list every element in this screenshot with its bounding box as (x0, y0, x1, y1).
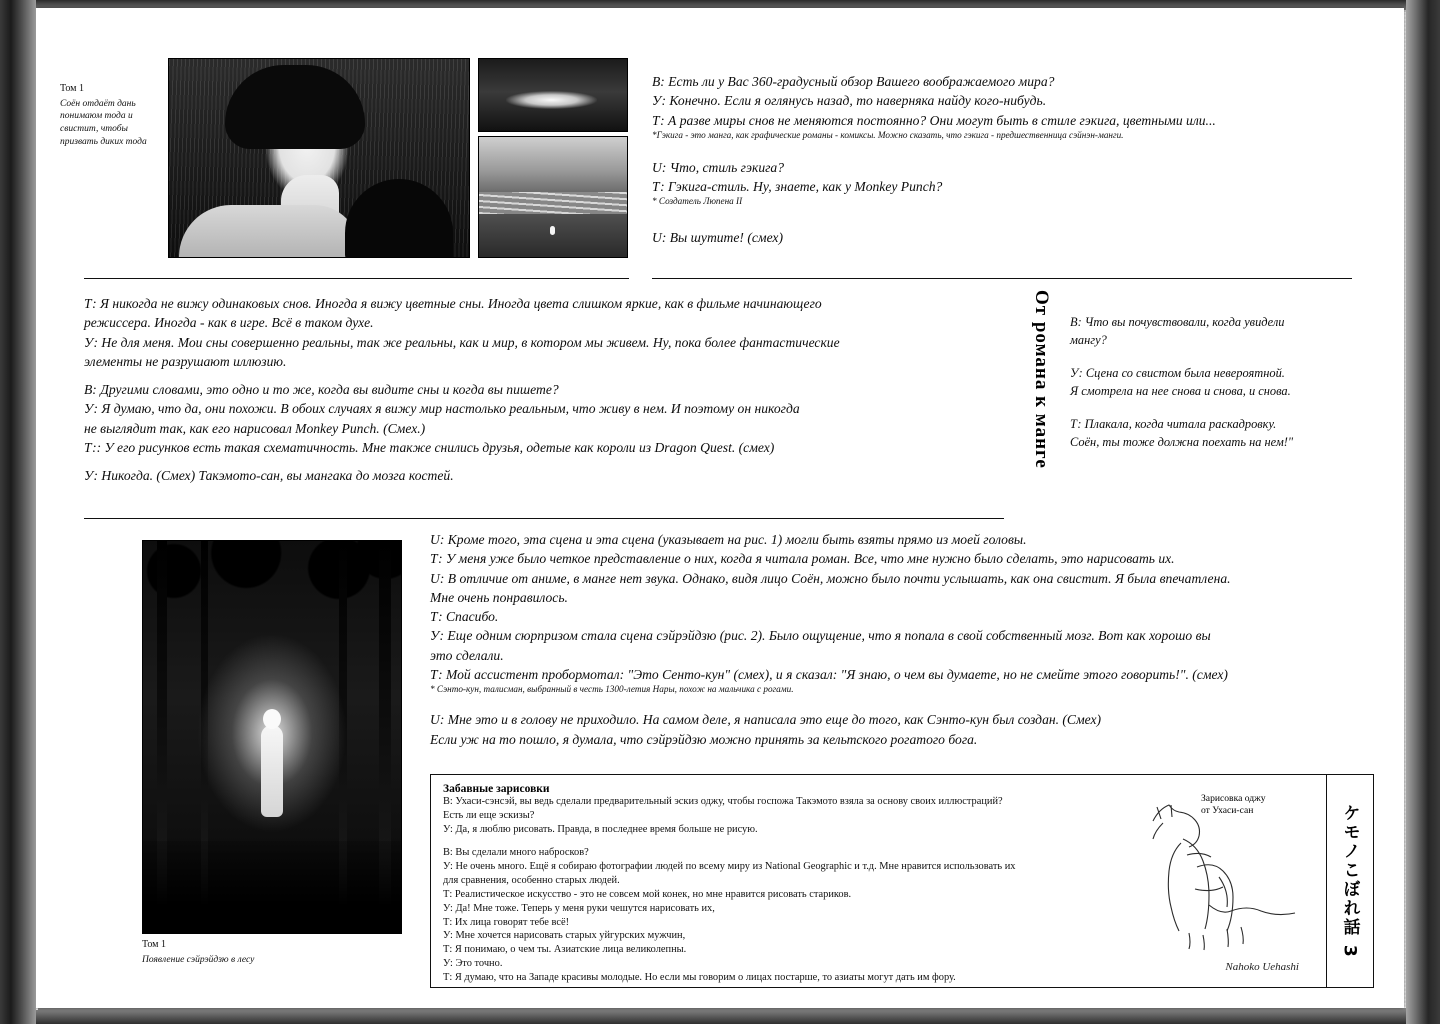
qa-line: Я смотрела на нее снова и снова, и снова. (1070, 383, 1291, 398)
paragraph-3 (84, 466, 1004, 485)
sidebar-box-funny-sketches (430, 774, 1374, 988)
middle-left-text (84, 294, 1004, 495)
lower-middle-text (430, 530, 1375, 749)
box-line: Т: Реалистическое искусство - это не совсем мой конек, но мне нравится рисовать стариков. (443, 888, 852, 900)
forest-spirit-figure (261, 725, 283, 817)
wolf-caption-line: Зарисовка оджу (1201, 793, 1266, 804)
qa-line: У: Я думаю, что да, они похожи. В обоих случаях я вижу мир настолько реальным, что живу в нем. И поэтому он никогда (84, 401, 800, 417)
qa-line: В: Другими словами, это одно и то же, когда вы видите сны и когда вы пишете? (84, 382, 559, 398)
divider-top-left (84, 278, 629, 279)
qa-line: мангу? (1070, 332, 1107, 347)
wolf-caption-line: от Ухаси-сан (1201, 805, 1254, 817)
qa-line: Т: А разве миры снов не меняются постоянно? Они могут быть в стиле гэкига, цветными или... (652, 112, 1216, 128)
book-spine-right (1406, 0, 1440, 1024)
artist-signature: Nahoko Uehashi (1225, 961, 1299, 973)
footnote-lupin: * Создатель Люпена II (652, 196, 743, 207)
chapter-tab-label: ケモノこぼれ話 3 (1339, 803, 1360, 959)
caption-text: Появление сэйрэйдзю в лесу (142, 954, 255, 965)
box-line: В: Вы сделали много набросков? (443, 847, 589, 859)
box-line: У: Мне хочется нарисовать старых уйгурских мужчин, (443, 930, 686, 942)
qa-line: Т: Мой ассистент пробормотал: "Это Сенто-кун" (смех), и я сказал: "Я знаю, о чем вы думаете, но не смейте этого говорить!". (смех) (430, 667, 1228, 683)
qa-line: У: Еще одним сюрпризом стала сцена сэйрэйдзю (рис. 2). Было ощущение, что я попала в свой собственный мозг. Вот как хорошо вы (430, 628, 1211, 644)
qa-line: Если уж на то пошло, я думала, что сэйрэйдзю можно принять за кельтского рогатого бога. (430, 731, 978, 747)
qa-line: У: Конечно. Если я оглянусь назад, то наверняка найду кого-нибудь. (652, 93, 1047, 109)
caption-volume-1-top (60, 82, 160, 149)
qa-line: Соён, ты тоже должна поехать на нем!" (1070, 435, 1294, 450)
qa-line: В: Что вы почувствовали, когда увидели (1070, 315, 1285, 329)
wolf-sketch-caption (1201, 793, 1321, 818)
page-content (60, 32, 1380, 984)
manga-panel-portrait (168, 58, 470, 258)
qa-line: Т: Гэкига-стиль. Ну, знаете, как у Monkey Punch? (652, 179, 943, 195)
book-spine-left (0, 0, 36, 1024)
box-line: для сравнения, особенно старых людей. (443, 875, 620, 887)
panel-night-art (479, 59, 627, 131)
divider-top-right (652, 278, 1352, 279)
caption-title: Том 1 (60, 83, 84, 94)
wolf-sketch-illustration (1123, 793, 1313, 963)
qa-line: U: Вы шутите! (смех) (652, 230, 783, 246)
caption-volume-1-forest (142, 938, 382, 966)
box-text-column (443, 783, 1143, 985)
box-line: У: Не очень много. Ещё я собираю фотографии людей по всему миру из National Geographic и т.д. Мне нравится использовать их (443, 861, 1016, 873)
caption-title: Том 1 (142, 939, 166, 950)
qa-line: Т:: У его рисунков есть такая схематичность. Мне также снились друзья, одетые как короли из Dragon Quest. (смех) (84, 440, 775, 456)
qa-line: U: Что, стиль гэкига? (652, 159, 785, 175)
book-page (36, 8, 1404, 1008)
chapter-tab (1326, 775, 1373, 987)
qa-line: Т: У меня уже было четкое представление о них, когда я читала роман. Все, что мне нужно было сделать, это нарисовать их. (430, 551, 1175, 567)
box-line: У: Да, я люблю рисовать. Правда, в последнее время больше не рисую. (443, 823, 758, 835)
top-right-qa-block (652, 72, 1352, 248)
qa-line: У: Не для меня. Мои сны совершенно реальны, так же реальны, как и мир, в котором мы живем. Ну, пока более фантастические (84, 334, 840, 350)
qa-line: это сделали. (430, 647, 504, 663)
paragraph-2 (84, 380, 1004, 457)
box-line: У: Это точно. (443, 958, 503, 970)
box-line: В: Ухаси-сэнсэй, вы ведь сделали предварительный эскиз оджу, чтобы госпожа Такэмото взяла за основу своих иллюстраций? (443, 796, 1003, 807)
qa-line: не выглядит так, как его нарисовал Monkey Punch. (Смех.) (84, 420, 426, 436)
box-line: Есть ли еще эскизы? (443, 809, 535, 821)
panel-figure-dot (550, 226, 555, 235)
panel-shoulder-art (179, 205, 359, 257)
forest-ground-art (143, 841, 401, 933)
caption-text: Соён отдаёт дань понимаюм тода и свистит, чтобы призвать диких тода (60, 98, 147, 147)
manga-panel-sea (478, 136, 628, 258)
box-line: Т: Их лица говорят тебе всё! (443, 916, 570, 928)
qa-line: режиссера. Иногда - как в игре. Всё в таком духе. (84, 315, 374, 331)
qa-line: У: Сцена со свистом была невероятной. (1070, 366, 1285, 381)
right-sidebar-qa (1070, 314, 1370, 452)
qa-line: Мне очень понравилось. (430, 589, 568, 605)
box-line: Т: Я понимаю, о чем ты. Азиатские лица великолепны. (443, 944, 687, 956)
divider-lower-left (84, 518, 1004, 519)
book-bottom-edge (0, 1008, 1440, 1024)
qa-line: Т: Спасибо. (430, 609, 499, 625)
qa-line: У: Никогда. (Смех) Такэмото-сан, вы мангака до мозга костей. (84, 468, 454, 484)
qa-line: элементы не разрушают иллюзию. (84, 353, 287, 369)
manga-panel-night (478, 58, 628, 132)
section-heading-vertical: От романа к манге (1031, 290, 1052, 469)
box-title: Забавные зарисовки (443, 783, 550, 795)
qa-line: Т: Я никогда не вижу одинаковых снов. Иногда я вижу цветные сны. Иногда цвета слишком яркие, как в фильме начинающего (84, 296, 822, 311)
qa-line: Т: Плакала, когда читала раскадровку. (1070, 417, 1277, 432)
qa-line: U: Мне это и в голову не приходило. На самом деле, я написала это еще до того, как Сэнто-кун был создан. (Смех) (430, 712, 1102, 728)
paragraph-1 (84, 294, 1004, 371)
qa-line: U: В отличие от аниме, в манге нет звука. Однако, видя лицо Соён, можно было почти услышать, как она свистит. Я была впечатлена. (430, 570, 1231, 586)
forest-illustration (142, 540, 402, 934)
footnote-sento-kun: * Сэнто-кун, талисман, выбранный в честь 1300-летия Нары, похож на мальчика с рогами. (430, 684, 794, 695)
qa-line: U: Кроме того, эта сцена и эта сцена (указывает на рис. 1) могли быть взяты прямо из моей головы. (430, 532, 1027, 547)
qa-line: В: Есть ли у Вас 360-градусный обзор Вашего воображаемого мира? (652, 74, 1055, 89)
footnote-gekiga: *Гэкига - это манга, как графические романы - комиксы. Можно сказать, что гэкига - предшественница сэйнэн-манги. (652, 129, 1124, 140)
panel-sea-art (479, 137, 627, 257)
box-line: Т: Я думаю, что на Западе красивы молодые. Но если мы говорим о лицах постарше, то азиаты могут дать им фору. (443, 971, 956, 983)
box-line: У: Да! Мне тоже. Теперь у меня руки чешутся нарисовать их, (443, 902, 715, 914)
